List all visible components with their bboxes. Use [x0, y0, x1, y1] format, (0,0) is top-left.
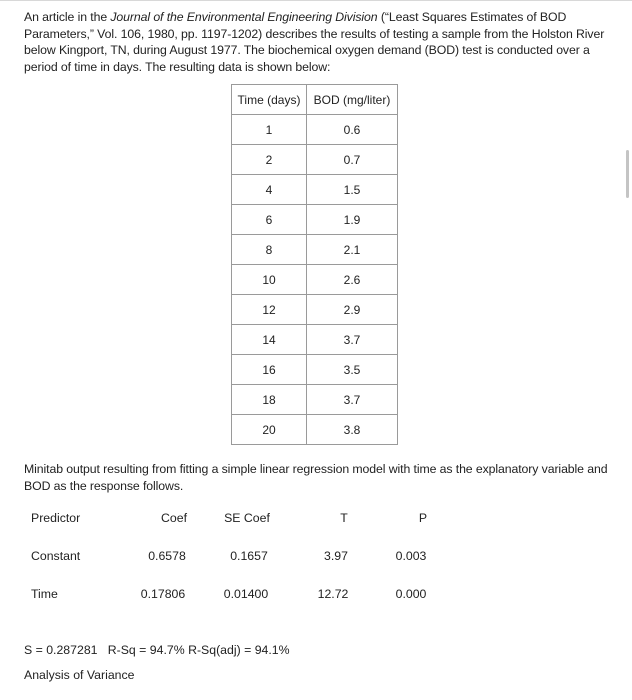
- time-cell: 8: [232, 235, 307, 265]
- table-row: [232, 355, 398, 385]
- reg-header-p: P: [418, 511, 428, 525]
- reg-time-t: 12.72: [317, 587, 349, 601]
- intro-text-start: An article in the: [24, 10, 111, 24]
- reg-time-p: 0.000: [395, 587, 427, 601]
- anova-heading: Analysis of Variance: [24, 668, 135, 682]
- table-row: [232, 325, 398, 355]
- table-row: [232, 205, 398, 235]
- reg-header-coef: Coef: [161, 511, 187, 525]
- time-cell: 4: [232, 175, 307, 205]
- minitab-intro-paragraph: Minitab output resulting from fitting a simple linear regression model with time as the explanatory variable and BOD as the response follows.: [24, 462, 608, 493]
- time-cell: 10: [232, 265, 307, 295]
- bod-cell: 3.5: [307, 355, 398, 385]
- header-bod: BOD (mg/liter): [307, 85, 398, 115]
- table-row: [232, 385, 398, 415]
- journal-title: Journal of the Environmental Engineering Division: [110, 10, 378, 24]
- intro-text-rest: (“Least Squares Estimates of BOD Parameters,” Vol. 106, 1980, pp. 1197-1202) describes the results of testing a sample from the Holston River below Kingport, TN, during August 1977. The biochemical oxygen demand (BOD) test is conducted over a period of time in days. The resulting data is shown below:: [24, 10, 605, 74]
- table-row: [232, 115, 398, 145]
- table-row: [232, 415, 398, 445]
- bod-cell: 0.6: [307, 115, 398, 145]
- scrollbar-thumb[interactable]: [626, 150, 629, 198]
- reg-constant-se: 0.1657: [230, 549, 268, 563]
- table-row: [232, 145, 398, 175]
- table-row: [232, 235, 398, 265]
- time-cell: 14: [232, 325, 307, 355]
- bod-cell: 3.7: [307, 325, 398, 355]
- time-cell: 16: [232, 355, 307, 385]
- reg-constant-t: 3.97: [324, 549, 348, 563]
- bod-cell: 3.7: [307, 385, 398, 415]
- reg-row-time-label: Time: [31, 587, 58, 601]
- table-row: [232, 295, 398, 325]
- top-divider: [0, 0, 632, 1]
- table-row: [232, 175, 398, 205]
- time-cell: 18: [232, 385, 307, 415]
- bod-cell: 2.1: [307, 235, 398, 265]
- data-table-header-row: [232, 85, 398, 115]
- reg-header-predictor: Predictor: [31, 511, 81, 525]
- bod-cell: 1.9: [307, 205, 398, 235]
- time-cell: 2: [232, 145, 307, 175]
- time-cell: 20: [232, 415, 307, 445]
- bod-data-table: [231, 84, 398, 445]
- header-time: Time (days): [232, 85, 307, 115]
- model-summary-line: S = 0.287281 R-Sq = 94.7% R-Sq(adj) = 94.1%: [24, 643, 290, 657]
- reg-header-se-coef: SE Coef: [224, 511, 270, 525]
- reg-time-se: 0.01400: [223, 587, 269, 601]
- bod-cell: 0.7: [307, 145, 398, 175]
- time-cell: 6: [232, 205, 307, 235]
- bod-cell: 2.6: [307, 265, 398, 295]
- bod-cell: 3.8: [307, 415, 398, 445]
- reg-time-coef: 0.17806: [140, 587, 186, 601]
- time-cell: 12: [232, 295, 307, 325]
- reg-row-constant-label: Constant: [31, 549, 81, 563]
- table-row: [232, 265, 398, 295]
- time-cell: 1: [232, 115, 307, 145]
- reg-header-t: T: [340, 511, 348, 525]
- reg-constant-coef: 0.6578: [148, 549, 186, 563]
- bod-cell: 2.9: [307, 295, 398, 325]
- reg-constant-p: 0.003: [395, 549, 427, 563]
- bod-cell: 1.5: [307, 175, 398, 205]
- problem-intro-paragraph: [24, 9, 609, 75]
